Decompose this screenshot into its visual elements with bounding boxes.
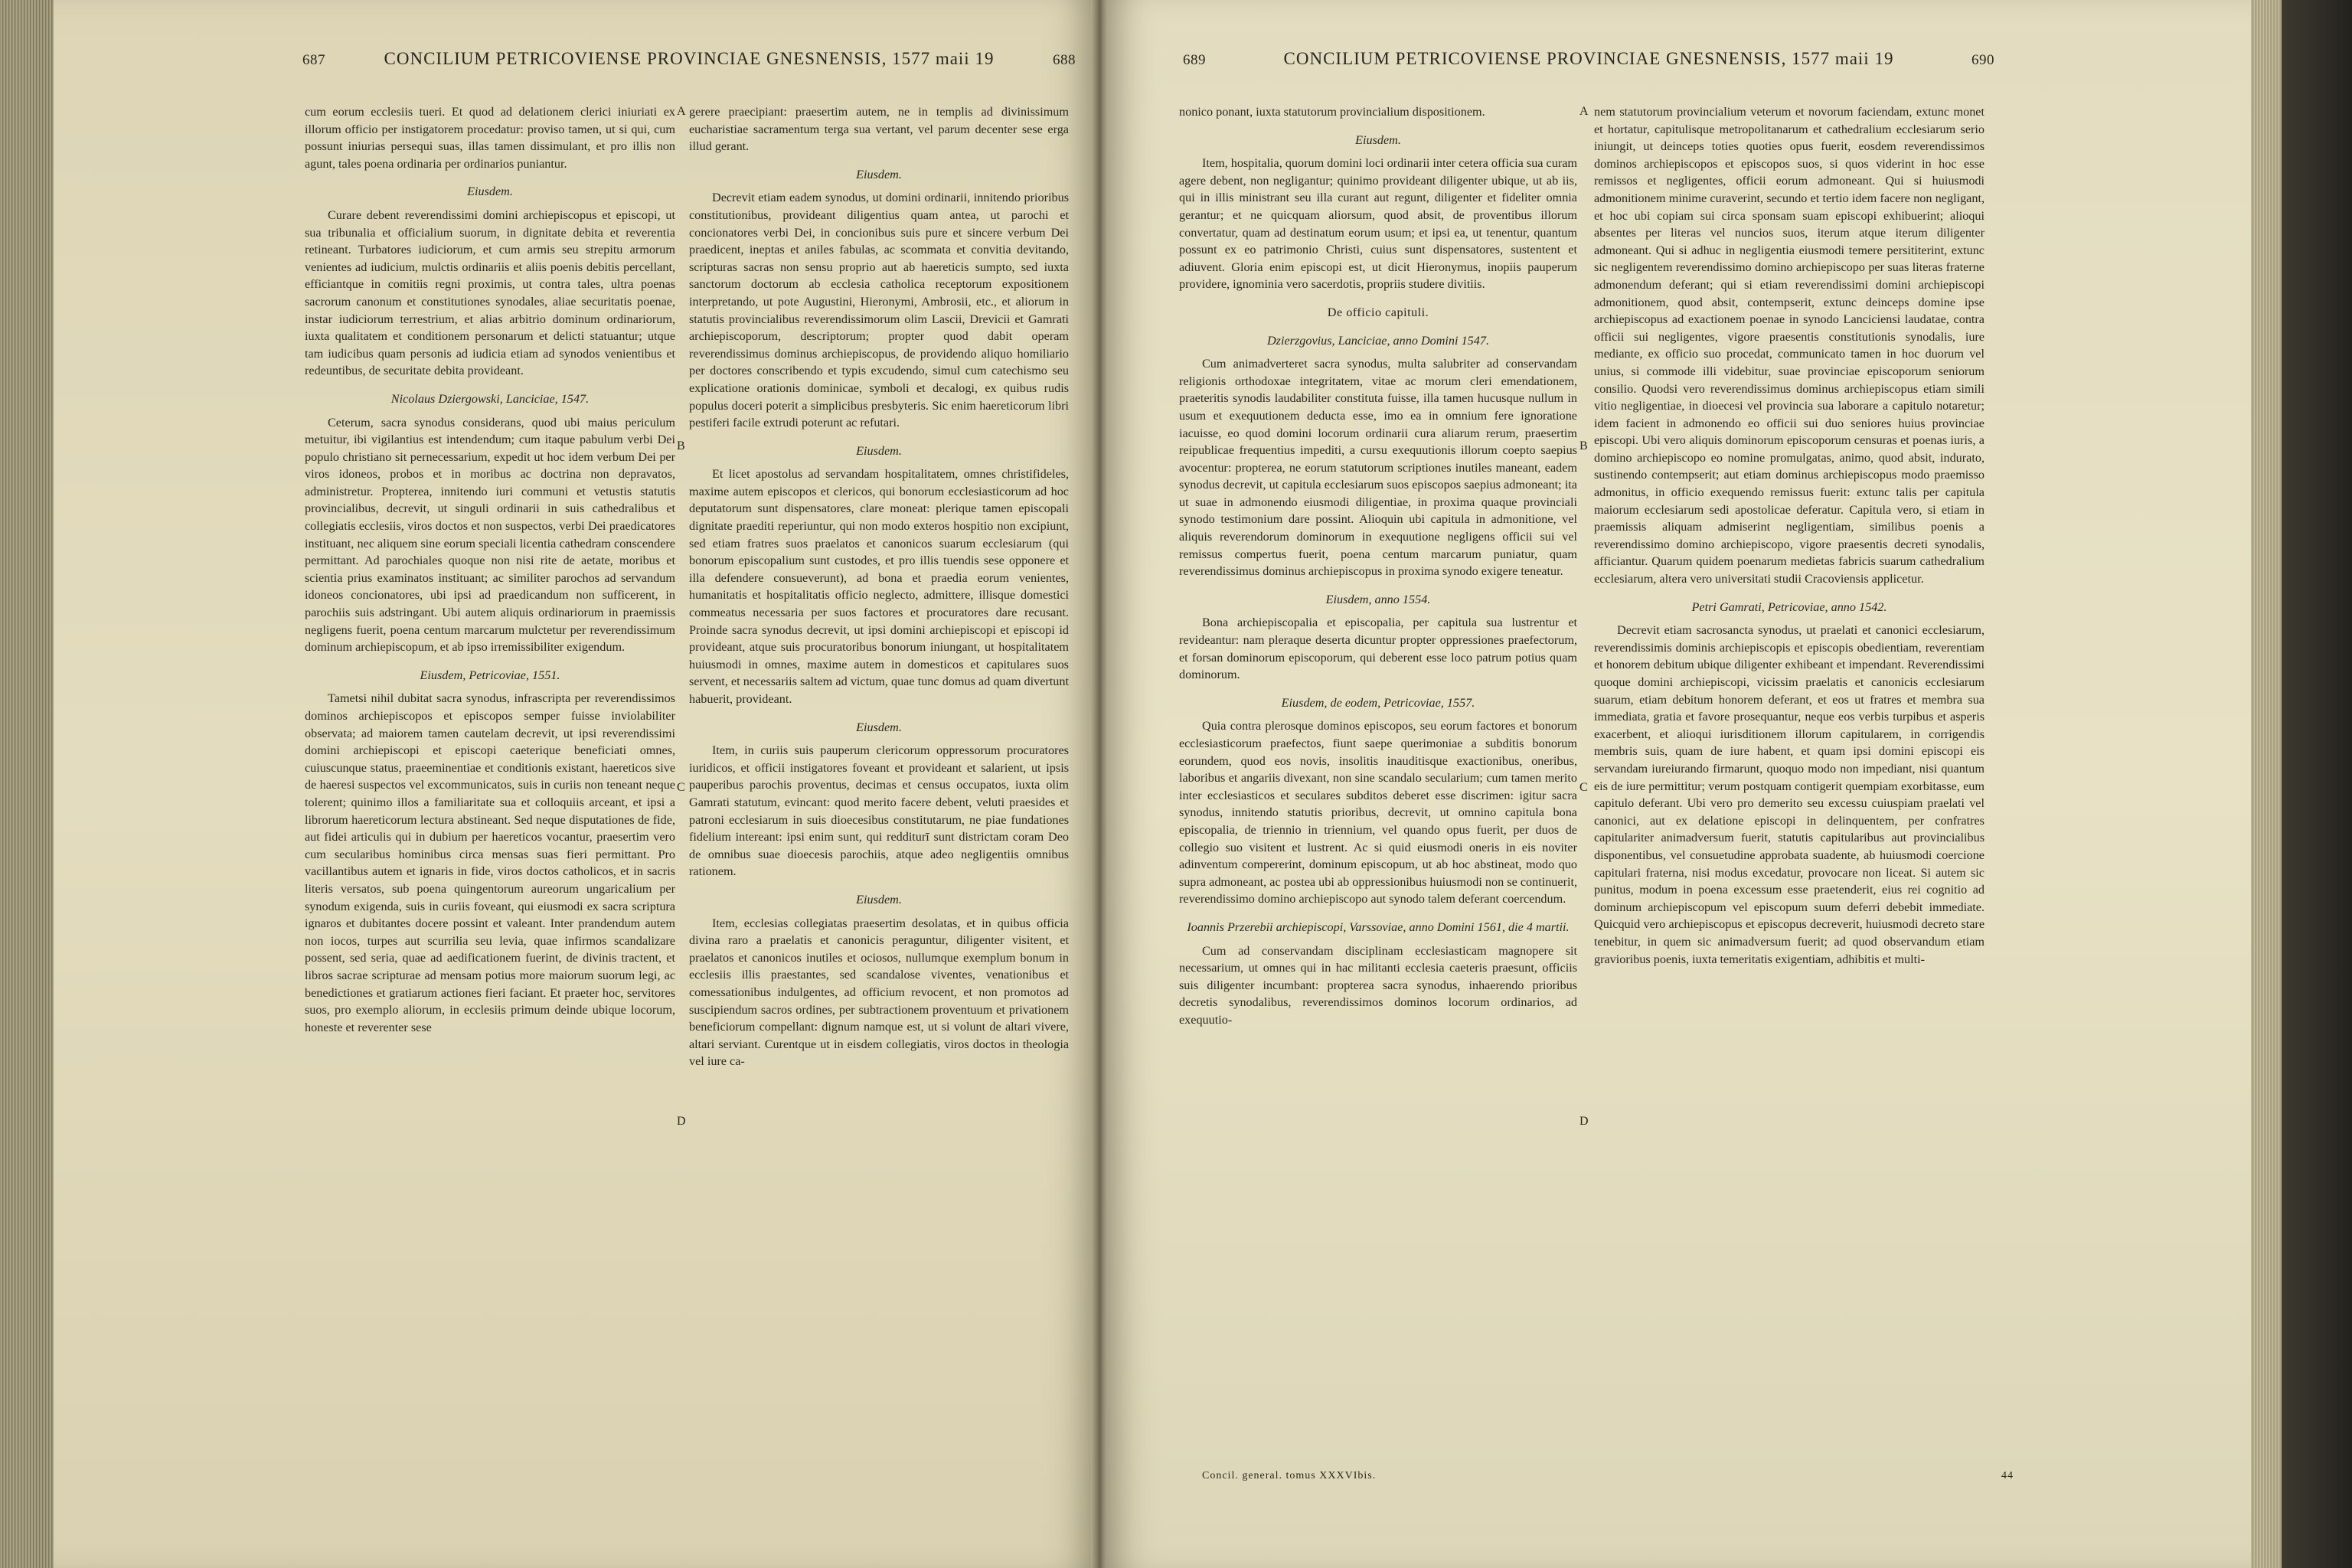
section-heading: Eiusdem. [856, 443, 902, 458]
page-number: 690 [1971, 52, 1994, 68]
text-column-left [1179, 103, 1577, 1474]
paragraph: Cum animadverteret sacra synodus, multa salubriter ad conservandam religionis orthodoxae integritatem, vitae ac morum cleri emendationem, praeteritis synodis laudabiliter constituta fuisse, illa tamen hucusque nullum in usum et exequutionem deducta esse, imo ea in omnium fere ignoratione iacuisse, eo quod domini locorum ordinarii cura aliarum rerum, praesertim reipublicae frequentius impediti, a cursu exequutionis illorum coepto saepius avocentur: propterea, ne eorum statutorum scriptiones inutiles maneant, eadem synodus decrevit, ut capitula ecclesiarum suos episcopos saepius admoneant; ita ut suae in admonendo eiusmodi diligentiae, in proxima quaque provinciali synodo testimonium dare possint. Alioquin ubi capitula in admonitione, vel aliquis reverendorum dominorum in exequutione negligens officii sui vel remissus compertus fuerit, poena centum marcarum puniatur, quam reverendissimus dominus archiepiscopus in proxima synodo exigere teneatur. [1179, 357, 1577, 579]
paragraph: Decrevit etiam sacrosancta synodus, ut praelati et canonici ecclesiarum, reverendissimis dominis archiepiscopis et episcopis obedientiam, reverentiam et honorem debitum ubique diligenter exhibeant et impendant. Reverendissimi quoque domini archiepiscopi, vicissim praelatis et canonicis ecclesiarum suarum, etiam debitum honorem deferant, et eos ut fratres et membra sua immediata, gratia et favore prosequantur, neque eos verbis turpibus et asperis exacerbent, et alioqui iurisditionem illorum capitularem, in corrigendis membris suis, quam de iure habent, et quam ipsi domini episcopi eis servandam iureiurando firmarunt, quoquo modo non impediant, nisi quantum eis de iure permittitur; verum postquam contigerit quempiam exorbitasse, eum capitulo deferant. Ubi vero pro demerito seu excessu cuiuspiam praelati vel canonici, aut ex delatione episcopi in delinquentem, per confratres capitulariter animadversum fuerit, statutis capitularibus aut provincialibus disponentibus, vel consuetudine approbata suadente, ab huiusmodi coercione capitulari fraterna, nisi modus excedatur, provocare non liceat. Si autem sic punitus, modum in poena excessum esse praetenderit, eius rei cognitio ad dominum archiepiscopum vel episcopum suum deferri debebit immediate. Quicquid vero archiepiscopus et episcopus decreverit, huiusmodi decreto stare tenebitur, in quem sic animadversum fuerit; ad quod observandum etiam gravioribus poenis, iuxta temeritatis exigentiam, adhibitis et multi- [1594, 623, 1984, 966]
left-page [54, 0, 1095, 1568]
margin-marker-b: B [1579, 439, 1588, 452]
signature-number: 44 [2001, 1470, 2014, 1481]
running-header-left [302, 49, 1076, 69]
page-number: 689 [1183, 52, 1206, 68]
section-heading: Ioannis Przerebii archiepiscopi, Varssoviae, anno Domini 1561, die 4 martii. [1187, 920, 1570, 934]
text-column-right [689, 103, 1069, 1474]
signature-line: Concil. general. tomus XXXVIbis. [1202, 1470, 1377, 1481]
book-cover-edge [2282, 0, 2352, 1568]
paragraph: Curare debent reverendissimi domini archiepiscopus et episcopi, ut sua tribunalia et officialium suorum, in dignitate debita et reverentia retineant. Turbatores iudiciorum, et cum armis seu strepitu armorum venientes ad iudicium, mulctis ordinariis et aliis poenis debitis percellant, efficiantque in comitiis regni proximis, ut contra tales, ultra poenas sacrorum canonum et constitutiones synodales, aliae securitatis poenae, instar iudiciorum terrestrium, et alias arbitrio dominum ordinariorum, iuxta qualitatem et conditionem personarum et delicti statuantur; utque tam iudicibus quam personis ad iudicia etiam ad synodos venientibus et redeuntibus, de securitate debita provideant. [305, 207, 675, 378]
margin-marker-c: C [677, 781, 685, 794]
margin-marker-d: D [1579, 1115, 1589, 1128]
paragraph: Decrevit etiam eadem synodus, ut domini ordinarii, innitendo prioribus constitutionibus, provideant diligentius quam antea, ut parochi et concionatores verbi Dei, in concionibus suis pure et sincere verbum Dei praedicent, ineptas et aniles fabulas, ac scommata et convitia devitando, scripturas sacras non sensu proprio aut ab haereticis sumpto, sed iuxta sanctorum doctorum ab ecclesia catholica receptorum expositionem interpretando, ut pote Augustini, Hieronymi, Ambrosii, etc., et aliorum in statutis provincialibus reverendissimorum olim Lascii, Drevicii et Gamrati archiepiscoporum, descriptorum; propter quod dabit operam reverendissimus dominus archiepiscopus, de providendo aliquo homiliario per doctores conscribendo et typis excudendo, simul cum catechismo seu explicatione orationis dominicae, symboli et decalogi, ex quibus rudis populus doceri poterit a simplicibus presbyteris. Sic enim haereticorum libri pestiferi facile extrudi poterunt ac refutari. [689, 191, 1069, 430]
margin-marker-a: A [1579, 105, 1589, 118]
section-heading: Eiusdem. [467, 185, 513, 199]
running-title: CONCILIUM PETRICOVIENSE PROVINCIAE GNESNENSIS, 1577 maii 19 [1283, 49, 1894, 68]
paragraph-continued: gerere praecipiant: praesertim autem, ne in templis ad divinissimum eucharistiae sacramentum terga sua vertant, vel parum decenter sese erga illud gerant. [689, 105, 1069, 154]
running-title: CONCILIUM PETRICOVIENSE PROVINCIAE GNESNENSIS, 1577 maii 19 [384, 49, 995, 68]
margin-marker-c: C [1579, 781, 1588, 794]
paragraph: Item, in curiis suis pauperum clericorum oppressorum procuratores iuridicos, et officii instigatores foveant et provideant et salarient, ut ipsis pauperibus parochis proventus, decimas et census occupatos, iuxta olim Gamrati statutum, evincant: quod merito facere debent, veluti praesides et patroni ecclesiarum in suis dioecesibus constitutarum, ne piae fundationes fidelium intereant: ipsi enim sunt, qui redditurī sunt districtam coram Deo de omnibus suae dioecesis parochiis, atque adeo negligentiis omnibus rationem. [689, 743, 1069, 879]
paragraph-continued: nonico ponant, iuxta statutorum provincialium dispositionem. [1179, 105, 1485, 119]
margin-marker-d: D [677, 1115, 686, 1128]
paragraph: Cum ad conservandam disciplinam ecclesiasticam magnopere sit necessarium, ut omnes qui in hac militanti ecclesia caeteris praesunt, officiis suis diligenter incumbant: propterea sacra synodus, inhaerendo prioribus decretis synodalibus, reverendissimos dominos locorum ordinarios, ad exequutio- [1179, 943, 1577, 1027]
paragraph-continued: nem statutorum provincialium veterum et novorum faciendam, extunc monet et hortatur, capitulisque metropolitanarum et cathedralium ecclesiarum serio iniungit, ut deinceps toties quoties opus fuerit, eosdem reverendissimos dominos archiepiscopos et episcopos suos, si quos viderint in hoc esse remissos et negligentes, officii eorum admoneant. Qui si huiusmodi admonitionem minime curaverint, secundo et tertio idem facere non negligant, et hoc ubi copiam sui circa sponsam suam episcopi exhibuerint; alioqui absentes per literas vel nuncios suos, iterum atque iterum diligenter admoneant. Qui si adhuc in negligentia eiusmodi temere persititerint, extunc sic negligentem reverendissimo domino archiepiscopo per suas literas fraterne admonendum deferant; qui si etiam reverendissimi domini archiepiscopi admonitionem, quod absit, contempserit, extunc deinceps domine ipse archiepiscopus ad exactionem poenae in synodo Lanciciensi laudatae, contra officii sui negligentes, vigore praesentis constitutionis synodalis, iure mediante, ex officio suo procedat, communicato tamen in hoc duorum vel unius, si commode illi videbitur, suae provinciae episcoporum seniorum consilio. Quodsi vero reverendissimus dominus archiepiscopus etiam simili vitio negligentiae, in dioecesi vel provincia sua laborare a capitulo notaretur; idem facient in admonendo eo officii sui duo seniores huius provinciae episcopi. Ubi vero aliquis dominorum episcoporum censuras et poenas iuris, a domino archiepiscopo eo nomine promulgatas, animo, quod absit, indurato, sustinendo contempserit; aut etiam dominus archiepiscopus modo praemisso admonitus, in officio exequendo remissus fuerit: extunc talis per capitula maiorum ecclesiarum sedi apostolicae deferatur. Capitula vero, si etiam in praemissis aliquam admiserint negligentiam, similibus poenis a reverendissimo domino archiepiscopo, vigore praesentis decreti synodalis, afficiantur. Quarum quidem poenarum medietas fabricis suarum cathedralium ecclesiarum, altera vero universitati studii Cracoviensis applicetur. [1594, 105, 1984, 586]
page-number: 687 [302, 52, 325, 68]
section-heading: Nicolaus Dziergowski, Lanciciae, 1547. [390, 391, 590, 406]
page-edges-right [2251, 0, 2282, 1568]
paragraph: Bona archiepiscopalia et episcopalia, per capitula sua lustrentur et revideantur: nam pleraque deserta dicuntur propter oppressiones praefectorum, et forsan dominorum episcoporum, qui deberent esse loco patrum potius quam dominorum. [1179, 616, 1577, 682]
section-heading: Eiusdem. [856, 167, 902, 181]
paragraph: Quia contra plerosque dominos episcopos, seu eorum factores et bonorum ecclesiasticorum praefectos, fiunt saepe querimoniae a subditis bonorum eorundem, quod eos novis, insolitis inauditisque exactionibus, oneribus, laboribus et angariis divexant, non sine scandalo secularium; cum tamen merito inter ecclesiasticos et seculares subditos deberet esse discrimen: igitur sacra synodus, innitendo statutis prioribus, decrevit, ut omnino capitula bona episcopalia, de triennio in triennium, vel quando opus fuerit, per duos de collegio suo visitent et lustrent. Ac si quid eiusmodi oneris in eis noviter adinventum compererint, dominum episcopum, ut ab hoc abstineat, modo quo supra admoneant, ac postea ubi ab oppressionibus huiusmodi non se continuerit, reverendissimo domino archiepiscopo aut synodo talem deferant coercendum. [1179, 719, 1577, 906]
section-heading: De officio capituli. [1327, 305, 1429, 319]
page-footer [1202, 1470, 2014, 1482]
paragraph: Tametsi nihil dubitat sacra synodus, infrascripta per reverendissimos dominos archiepiscopos et episcopos semper fuisse inviolabiliter observata; ad maiorem tamen cautelam decrevit, ut ipsi reverendissimi domini archiepiscopi et episcopi caeterique beneficiati omnes, cuiuscunque status, praeeminentiae et conditionis existant, haereticos sive de haeresi suspectos vel excommunicatos, suis in curiis non teneant neque tolerent; quinimo illos a familiaritate sua et colloquiis arceant, et ipsi a librorum haereticorum lectura abstineant. Sed neque disputationes de fide, aut fidei articulis qui in dubium per haereticos vocantur, praesertim vero cum secularibus hominibus circa mensas suas fieri permittant. Pro vacillantibus autem et ignaris in fide, viros doctos catholicos, et in sacris literis versatos, sub poena quingentorum aureorum ungaricalium per synodum exigenda, suis in curiis foveant, qui eiusmodi ex sacra scriptura ignaros et dubitantes docere possint et valeant. Inter prandendum autem non iocos, turpes aut scurrilia seu levia, quae infirmos scandalizare possent, sed seria, quae ad aedificationem fuerint, de divinis tractent, et libros sacrae scripturae ad mensam potius more maiorum suorum legi, ac benedictiones et gratiarum actiones fieri faciant. Et praeter hoc, servitores suos, pro exemplo aliorum, in ecclesiis primum deinde ubique locorum, honeste et reverenter sese [305, 691, 675, 1034]
right-page [1106, 0, 2251, 1568]
paragraph: Item, hospitalia, quorum domini loci ordinarii inter cetera officia sua curam agere debent, non negligantur; quinimo provideant diligenter ubique, ut ab iis, qui in illis ministrant seu illa curant aut regunt, diligenter et fideliter omnia gerantur; et ne quicquam aliorsum, quod absit, de proventibus illorum convertatur, quam ad destinatum eorum usum; et ipsi ea, ut tenentur, quantum possunt ex eo patrimonio Christi, cuius sunt dispensatores, sustentent et adiuvent. Gloria enim episcopi est, ut dicit Hieronymus, inopiis pauperum providere, ignominia vero sacerdotis, propriis studere divitiis. [1179, 156, 1577, 292]
paragraph: Item, ecclesias collegiatas praesertim desolatas, et in quibus officia divina raro a praelatis et canonicis peraguntur, diligenter visitent, et praelatos et canonicos inutiles et ociosos, nullumque exemplum bonum in ecclesiis illis praestantes, sed scandalose viventes, venationibus et comessationibus indulgentes, ad officium revocent, et non promotos ad suscipiendum sacros ordines, per subtractionem proventuum et privationem beneficiorum compellant: dignum namque est, ut si volunt de altari vivere, altari serviant. Curentque ut in eisdem collegiatis, viros doctos in theologia vel iure ca- [689, 916, 1069, 1069]
text-column-left [305, 103, 675, 1474]
section-heading: Eiusdem, Petricoviae, 1551. [420, 668, 560, 682]
text-column-right [1594, 103, 1984, 1474]
section-heading: Petri Gamrati, Petricoviae, anno 1542. [1691, 599, 1887, 614]
page-number: 688 [1052, 52, 1076, 68]
section-heading: Eiusdem, anno 1554. [1325, 592, 1431, 606]
section-heading: Eiusdem. [1355, 132, 1401, 147]
margin-marker-a: A [677, 105, 686, 118]
section-heading: Eiusdem, de eodem, Petricoviae, 1557. [1281, 695, 1475, 710]
page-edges-left [0, 0, 54, 1568]
section-heading: Eiusdem. [856, 892, 902, 906]
paragraph: Et licet apostolus ad servandam hospitalitatem, omnes christifideles, maxime autem episcopos et clericos, qui bonorum ecclesiasticorum ad hoc deputatorum sunt dispensatores, clare moneat: plerique tamen episcopali dignitate praediti reperiuntur, qui non modo exteros hospitio non excipiunt, sed etiam fratres suos praelatos et canonicos suarum ecclesiarum (qui bonorum episcopalium sunt custodes, et pro illis tuendis sese opponere et illa defendere consueverunt), ad bona et praedia eorum venientes, humanitatis et hospitalitatis officio neglecto, admittere, illisque domestici commeatus necessaria per suos factores et procuratores dare recusant. Proinde sacra synodus decrevit, ut ipsi domini archiepiscopi et episcopi id provideant, atque suis procuratoribus bonorum iniungant, ut hospitalitatem huiusmodi in omnes, maxime autem in domesticos et capitulares suos servent, et necessariis saltem ad victum, quae tunc domus ad quam divertunt habuerit, provideant. [689, 467, 1069, 706]
paragraph: Ceterum, sacra synodus considerans, quod ubi maius periculum metuitur, ibi vigilantius est intendendum; cum itaque pabulum verbi Dei populo christiano sit pernecessarium, expedit ut hoc idem verbum Dei per viros idoneos, probos et in moribus ac doctrina non depravatos, administretur. Propterea, innitendo iuri communi et vetustis statutis provincialibus, decrevit, ut singuli ordinarii in suis cathedralibus et collegiatis ecclesiis, viros doctos et non suspectos, verbi Dei praedicatores instituant, nec aliquem sine eorum speciali licentia cathedram conscendere permittant. Ad parochiales quoque non nisi rite de aetate, moribus et scientia prius examinatos instituant; ac similiter parochos ad servandum idoneos concionatores, ubi ipsi ad praedicandum non sufficerent, in parochiis suis adstringant. Ubi autem aliquis ordinariorum in praemissis negligens fuerit, poena centum marcarum mulctetur per reverendissimum dominum archiepiscopum, et ab ipso irremissibiliter exigendum. [305, 415, 675, 655]
paragraph-continued: cum eorum ecclesiis tueri. Et quod ad delationem clerici iniuriati ex illorum officio per instigatorem procedatur: proviso tamen, ut si qui, cum possunt iniurias persequi suas, illas tamen dissimulant, et pro illis non agunt, tales poena ordinaria per ordinarios puniantur. [305, 105, 675, 171]
running-header-right [1183, 49, 1994, 69]
margin-marker-b: B [677, 439, 685, 452]
section-heading: Eiusdem. [856, 720, 902, 734]
section-heading: Dzierzgovius, Lanciciae, anno Domini 1547. [1266, 333, 1489, 348]
